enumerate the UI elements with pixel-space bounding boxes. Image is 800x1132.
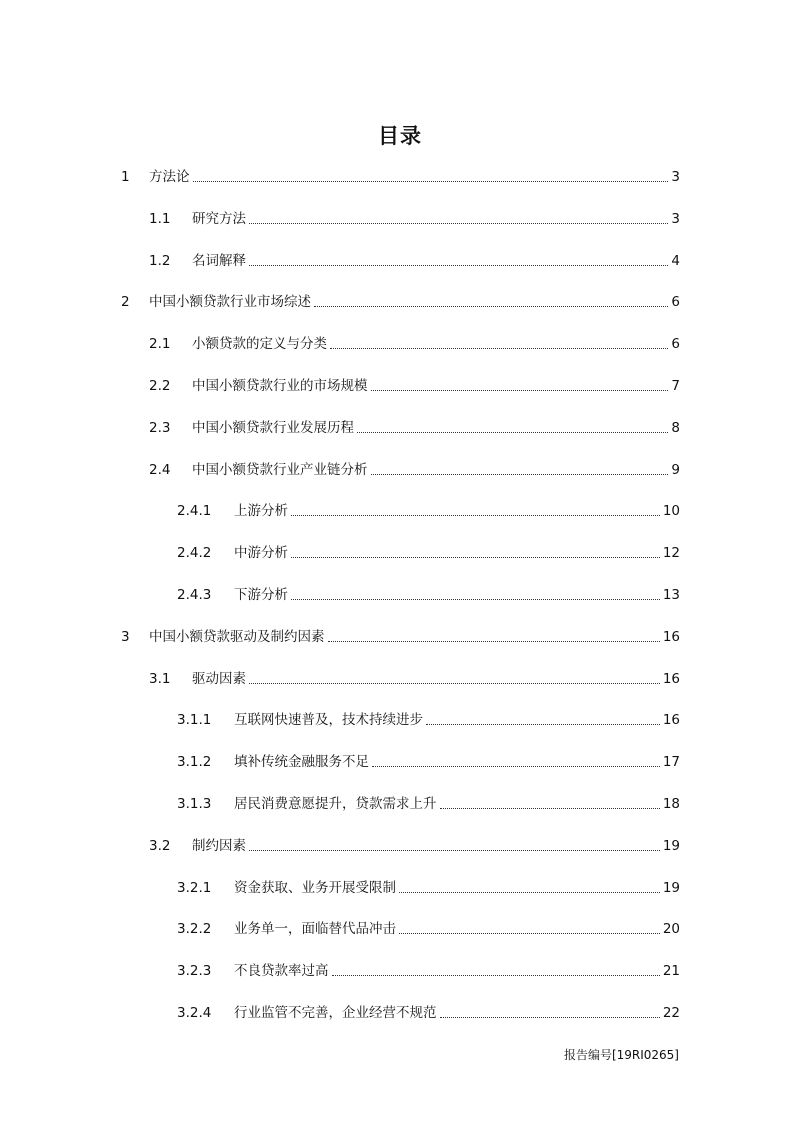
- toc-entry[interactable]: [0, 793, 800, 815]
- toc-entry-label: 互联网快速普及，技术持续进步: [234, 712, 423, 729]
- toc-dot-leader: [330, 347, 668, 349]
- toc-dot-leader: [426, 723, 660, 725]
- toc-dot-leader: [371, 473, 669, 475]
- toc-entry-line: [234, 751, 680, 773]
- toc-entry-line: [192, 208, 680, 230]
- toc-entry-line: [234, 918, 680, 940]
- toc-dot-leader: [399, 932, 660, 934]
- toc-entry-label: 不良贷款率过高: [234, 963, 329, 980]
- toc-entry-label: 中游分析: [234, 545, 288, 562]
- toc-entry-label: 行业监管不完善，企业经营不规范: [234, 1005, 437, 1021]
- toc-title: 目录: [378, 124, 422, 148]
- toc-entry-page-number: 4: [671, 252, 680, 269]
- toc-entry-label: 业务单一，面临替代品冲击: [234, 921, 396, 938]
- toc-entry[interactable]: [0, 960, 800, 982]
- toc-entry-page-number: 19: [662, 837, 680, 854]
- toc-entry[interactable]: [0, 835, 800, 857]
- toc-entry-number: 3: [121, 628, 130, 645]
- toc-entry-page-number: 9: [671, 461, 680, 478]
- toc-entry[interactable]: [0, 709, 800, 731]
- toc-entry-number: 3.2.4: [177, 1005, 212, 1021]
- toc-entry-page-number: 3: [671, 210, 680, 227]
- toc-entry[interactable]: [0, 291, 800, 313]
- toc-entry-number: 3.2.2: [177, 921, 212, 938]
- toc-entry-line: [149, 626, 680, 648]
- toc-entry[interactable]: [0, 918, 800, 940]
- toc-entry-page-number: 16: [662, 628, 680, 645]
- toc-dot-leader: [371, 389, 669, 391]
- toc-entry-line: [192, 333, 680, 355]
- toc-entry-page-number: 18: [662, 796, 680, 812]
- report-number: 报告编号[19RI0265]: [563, 1048, 679, 1062]
- toc-entry[interactable]: [0, 668, 800, 690]
- toc-entry-line: [149, 166, 680, 188]
- toc-dot-leader: [291, 556, 660, 558]
- toc-entry-page-number: 10: [662, 503, 680, 520]
- toc-entry[interactable]: [0, 375, 800, 397]
- toc-entry-label: 小额贷款的定义与分类: [192, 336, 327, 353]
- toc-entry-label: 制约因素: [192, 837, 246, 854]
- toc-entry[interactable]: [0, 500, 800, 522]
- toc-dot-leader: [291, 598, 660, 600]
- toc-entry[interactable]: [0, 1002, 800, 1024]
- toc-entry[interactable]: [0, 166, 800, 188]
- toc-entry-line: [234, 584, 680, 606]
- toc-entry-label: 中国小额贷款行业市场综述: [149, 294, 311, 311]
- toc-entry-line: [234, 960, 680, 982]
- toc-entry-line: [234, 877, 680, 899]
- toc-entry-line: [192, 459, 680, 481]
- toc-entry-number: 2.1: [149, 336, 171, 353]
- toc-entry[interactable]: [0, 584, 800, 606]
- toc-entry-page-number: 16: [662, 670, 680, 687]
- toc-dot-leader: [440, 1016, 660, 1018]
- toc-entry-line: [149, 291, 680, 313]
- toc-entry-label: 中国小额贷款行业发展历程: [192, 419, 354, 436]
- toc-entry[interactable]: [0, 542, 800, 564]
- toc-entry[interactable]: [0, 417, 800, 439]
- toc-dot-leader: [193, 180, 669, 182]
- toc-entry-number: 3.2: [149, 837, 171, 854]
- toc-dot-leader: [314, 305, 668, 307]
- toc-entry-number: 2.3: [149, 419, 171, 436]
- toc-dot-leader: [328, 640, 660, 642]
- toc-dot-leader: [399, 891, 660, 893]
- toc-entry-line: [234, 1002, 680, 1024]
- toc-entry[interactable]: [0, 751, 800, 773]
- toc-entry-number: 3.1.3: [177, 796, 212, 812]
- toc-entry-line: [234, 709, 680, 731]
- toc-entry-line: [192, 835, 680, 857]
- toc-entry-label: 下游分析: [234, 587, 288, 603]
- toc-entry[interactable]: [0, 208, 800, 230]
- toc-entry-page-number: 13: [662, 587, 680, 603]
- toc-entry-number: 3.1.1: [177, 712, 212, 729]
- toc-entry-label: 驱动因素: [192, 670, 246, 687]
- toc-entry-number: 1.1: [149, 210, 171, 227]
- toc-dot-leader: [291, 514, 660, 516]
- toc-entry-number: 2.4.1: [177, 503, 212, 520]
- toc-dot-leader: [249, 682, 660, 684]
- toc-entry[interactable]: [0, 333, 800, 355]
- toc-entry-page-number: 21: [662, 963, 680, 980]
- toc-entry-label: 方法论: [149, 169, 190, 185]
- toc-entry-line: [192, 250, 680, 272]
- toc-entry-page-number: 8: [671, 419, 680, 436]
- toc-entry-label: 居民消费意愿提升，贷款需求上升: [234, 796, 437, 812]
- toc-entry-page-number: 22: [662, 1005, 680, 1021]
- toc-entry-page-number: 19: [662, 879, 680, 896]
- toc-entry-page-number: 3: [671, 169, 680, 185]
- toc-entry-label: 填补传统金融服务不足: [234, 754, 369, 771]
- toc-entry-line: [234, 793, 680, 815]
- toc-entry-label: 中国小额贷款驱动及制约因素: [149, 628, 325, 645]
- toc-entry-number: 1: [121, 169, 130, 185]
- toc-entry-page-number: 16: [662, 712, 680, 729]
- toc-entry-number: 3.2.1: [177, 879, 212, 896]
- toc-entry-page-number: 6: [671, 336, 680, 353]
- toc-entry[interactable]: [0, 877, 800, 899]
- toc-entry-label: 中国小额贷款行业的市场规模: [192, 378, 368, 394]
- toc-entry-page-number: 6: [671, 294, 680, 311]
- toc-entry-line: [234, 500, 680, 522]
- toc-entry-page-number: 12: [662, 545, 680, 562]
- toc-entry-label: 研究方法: [192, 210, 246, 227]
- toc-dot-leader: [440, 807, 660, 809]
- toc-entry-number: 3.2.3: [177, 963, 212, 980]
- toc-entry-line: [192, 668, 680, 690]
- toc-entry-label: 上游分析: [234, 503, 288, 520]
- toc-entry-number: 2.4.3: [177, 587, 212, 603]
- toc-entry-number: 3.1: [149, 670, 171, 687]
- toc-entry-line: [192, 375, 680, 397]
- toc-entry-page-number: 7: [671, 378, 680, 394]
- toc-entry-number: 2.2: [149, 378, 171, 394]
- toc-entry-page-number: 17: [662, 754, 680, 771]
- toc-entry[interactable]: [0, 459, 800, 481]
- toc-dot-leader: [249, 264, 668, 266]
- toc-entry-page-number: 20: [662, 921, 680, 938]
- toc-entry-number: 2.4.2: [177, 545, 212, 562]
- toc-dot-leader: [249, 222, 668, 224]
- toc-entry-label: 名词解释: [192, 252, 246, 269]
- toc-entry[interactable]: [0, 250, 800, 272]
- toc-entry-line: [234, 542, 680, 564]
- toc-entry-number: 2.4: [149, 461, 171, 478]
- toc-entry-number: 1.2: [149, 252, 171, 269]
- toc-entry-label: 资金获取、业务开展受限制: [234, 879, 396, 896]
- toc-dot-leader: [357, 431, 668, 433]
- toc-dot-leader: [249, 849, 660, 851]
- toc-entry-line: [192, 417, 680, 439]
- toc-dot-leader: [332, 974, 660, 976]
- toc-entry-number: 2: [121, 294, 130, 311]
- toc-entry-number: 3.1.2: [177, 754, 212, 771]
- toc-dot-leader: [372, 765, 660, 767]
- toc-entry-label: 中国小额贷款行业产业链分析: [192, 461, 368, 478]
- toc-entry[interactable]: [0, 626, 800, 648]
